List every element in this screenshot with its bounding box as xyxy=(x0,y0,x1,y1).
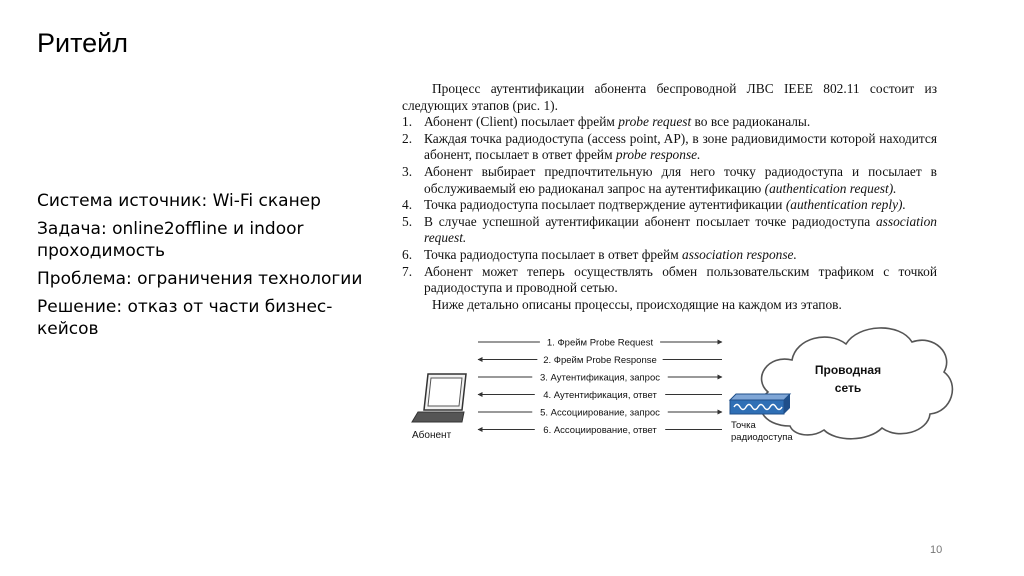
step-text: Точка радиодоступа посылает подтверждение аутентификации xyxy=(424,197,786,213)
doc-step-6 xyxy=(402,247,937,264)
doc-step-7 xyxy=(402,264,937,297)
message-arrow-2 xyxy=(478,355,722,366)
step-number: 7. xyxy=(402,263,413,279)
document-excerpt xyxy=(402,81,937,313)
bullet-task: Задача: online2offline и indoor проходимость xyxy=(37,219,304,261)
arrow-label: 4. Аутентификация, ответ xyxy=(543,390,657,401)
step-text: Каждая точка радиодоступа (access point, AP), в зоне радиовидимости которой находится абонент, посылает в ответ фрейм xyxy=(424,130,937,163)
step-text-tail: во все радиоканалы. xyxy=(691,114,811,130)
step-text: Абонент выбирает предпочтительную для него точку радиодоступа и посылает в обслуживаемый ею радиоканал запрос на аутентификацию xyxy=(424,163,937,196)
bullet-source-system: Система источник: Wi-Fi сканер xyxy=(37,191,321,211)
doc-step-1 xyxy=(402,114,937,131)
step-term: probe response. xyxy=(615,147,701,163)
step-term: (authentication reply). xyxy=(785,197,906,213)
message-arrow-3 xyxy=(478,373,722,384)
doc-step-4 xyxy=(402,197,937,214)
step-text: Абонент может теперь осуществлять обмен пользовательским трафиком с точкой радиодоступа и проводной сетью. xyxy=(424,263,937,296)
step-term: association request. xyxy=(424,213,937,246)
cloud-label-line1: Проводная xyxy=(814,363,882,377)
step-term: (authentication request). xyxy=(764,180,897,196)
authentication-diagram xyxy=(400,308,960,468)
message-arrows xyxy=(478,338,722,437)
message-arrow-1 xyxy=(478,338,722,349)
step-number: 2. xyxy=(402,130,413,146)
access-point-icon xyxy=(730,394,790,414)
doc-step-2 xyxy=(402,131,937,164)
message-arrow-5 xyxy=(478,408,722,419)
arrow-label: 5. Ассоциирование, запрос xyxy=(540,407,660,419)
step-number: 5. xyxy=(402,213,413,229)
cloud-label-line2: сеть xyxy=(834,381,862,395)
step-term: association response. xyxy=(682,246,797,262)
step-number: 1. xyxy=(402,114,413,130)
wired-network-cloud xyxy=(760,328,952,439)
bullet-list xyxy=(37,190,387,346)
step-term: probe request xyxy=(618,114,692,130)
message-arrow-4 xyxy=(478,390,722,401)
step-number: 4. xyxy=(402,197,413,213)
client-label: Абонент xyxy=(412,430,452,441)
doc-step-3 xyxy=(402,164,937,197)
laptop-icon xyxy=(412,374,466,422)
slide-title: Ритейл xyxy=(37,28,129,58)
arrow-label: 2. Фрейм Probe Response xyxy=(543,355,657,366)
arrow-label: 3. Аутентификация, запрос xyxy=(539,372,661,384)
step-text: Точка радиодоступа посылает в ответ фрейм xyxy=(424,246,683,262)
ap-label-line2: радиодоступа xyxy=(731,432,793,443)
step-number: 3. xyxy=(402,163,413,179)
arrow-label: 1. Фрейм Probe Request xyxy=(546,337,654,349)
page-number: 10 xyxy=(930,544,943,556)
step-number: 6. xyxy=(402,246,413,262)
doc-step-5 xyxy=(402,214,937,247)
ap-label-line1: Точка xyxy=(731,420,756,431)
doc-outro: Ниже детально описаны процессы, происходящие на каждом из этапов. xyxy=(432,296,842,312)
bullet-solution: Решение: отказ от части бизнес-кейсов xyxy=(37,297,333,339)
bullet-problem: Проблема: ограничения технологии xyxy=(37,269,363,289)
doc-intro: Процесс аутентификации абонента беспроводной ЛВС IEEE 802.11 состоит из следующих этапов (рис. 1). xyxy=(402,81,937,113)
message-arrow-6 xyxy=(478,425,722,436)
step-text: Абонент (Client) посылает фрейм xyxy=(424,114,619,130)
arrow-label: 6. Ассоциирование, ответ xyxy=(543,425,657,436)
step-text: В случае успешной аутентификации абонент посылает точке радиодоступа xyxy=(424,213,876,229)
